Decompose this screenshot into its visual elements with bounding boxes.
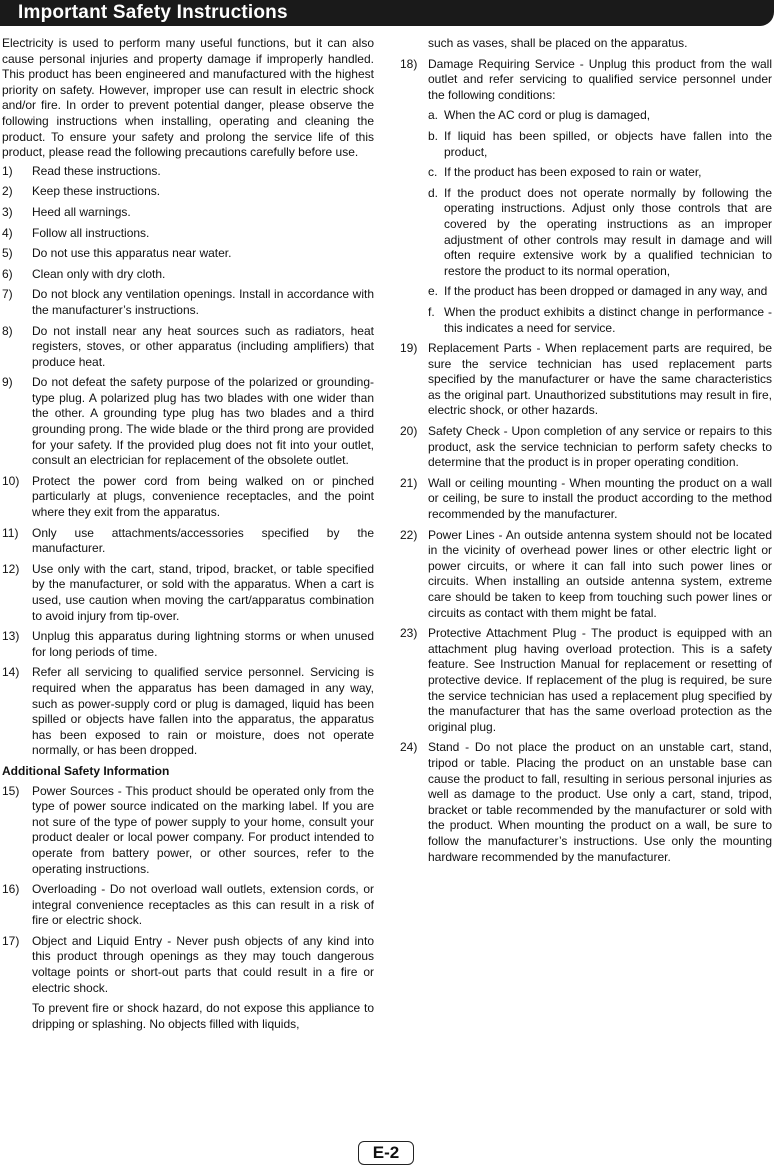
sub-item-letter: c.: [428, 165, 438, 180]
item-text: Object and Liquid Entry - Never push objects of any kind into this product through openings as they may touch dangerous voltage points or short-out parts that could result in a fire or electric shock.: [32, 933, 374, 995]
item-number: 3): [2, 204, 13, 219]
list-item: [2, 474, 374, 521]
item-text: Heed all warnings.: [32, 204, 131, 219]
list-item: [400, 476, 772, 523]
sub-item: [428, 165, 772, 181]
sub-item-letter: b.: [428, 128, 439, 143]
item-number: 23): [400, 626, 418, 641]
item-text: Do not defeat the safety purpose of the polarized or grounding-type plug. A polarized plug has two blades with one wider than the other. A grounding type plug has two blades and a third grounding prong. The wide blade or the third prong are provided for your safety. If the provided plug does not fit into your outlet, consult an electrician for replacement of the obsolete outlet.: [32, 375, 374, 468]
item-text: Follow all instructions.: [32, 225, 150, 240]
item-number: 24): [400, 740, 418, 755]
item-text: Replacement Parts - When replacement parts are required, be sure the service technician has used replacement parts specified by the manufacturer or have the same characteristics as the original part. Unauthorized substitutions may result in fire, electric shock, or other hazards.: [428, 341, 772, 418]
item-number: 14): [2, 665, 20, 680]
item-number: 11): [2, 525, 19, 540]
sub-item-letter: d.: [428, 185, 439, 200]
item-number: 20): [400, 424, 418, 439]
instruction-list-continued: [400, 341, 772, 865]
sub-item-letter: e.: [428, 284, 439, 299]
list-item: [2, 205, 374, 221]
list-item: [2, 226, 374, 242]
item-number: 17): [2, 933, 20, 948]
item-number: 15): [2, 783, 20, 798]
section-heading: Additional Safety Information: [2, 763, 170, 778]
item-number: 22): [400, 527, 418, 542]
continued-text: such as vases, shall be placed on the apparatus.: [428, 36, 688, 50]
item-text: Protect the power cord from being walked on or pinched particularly at plugs, convenience receptacles, and the point where they exit from the apparatus.: [32, 473, 374, 520]
item-number: 4): [2, 225, 13, 240]
item-text: Do not block any ventilation openings. Install in accordance with the manufacturer’s instructions.: [32, 287, 374, 317]
sub-item-text: When the AC cord or plug is damaged,: [444, 108, 651, 123]
item-number: 9): [2, 375, 13, 390]
item-17-continuation: To prevent fire or shock hazard, do not expose this appliance to dripping or splashing. No objects filled with liquids,: [32, 1001, 374, 1031]
item-text: Only use attachments/accessories specified by the manufacturer.: [32, 525, 374, 556]
list-item: [2, 882, 374, 929]
item-text: Refer all servicing to qualified service personnel. Servicing is required when the apparatus has been damaged in any way, such as power-supply cord or plug is damaged, liquid has been spilled or objects have fallen into the apparatus, the apparatus has been exposed to rain or moisture, does not operate normally, or has been dropped.: [32, 665, 374, 758]
item-text: Damage Requiring Service - Unplug this product from the wall outlet and refer servicing to qualified service personnel under the following conditions:: [428, 56, 772, 102]
item-number: 16): [2, 882, 20, 897]
list-item: [2, 287, 374, 318]
instruction-list: [2, 164, 374, 759]
list-item: [2, 267, 374, 283]
sub-item-text: If the product has been exposed to rain or water,: [444, 165, 702, 180]
right-column: [400, 36, 772, 870]
item-text: Clean only with dry cloth.: [32, 266, 166, 281]
item-text: Do not install near any heat sources such as radiators, heat registers, stoves, or other apparatus (including amplifiers) that produce heat.: [32, 323, 374, 369]
left-column: [2, 36, 374, 1032]
item-text: Keep these instructions.: [32, 184, 161, 199]
item-number: 1): [2, 163, 13, 178]
page-number: E-2: [358, 1141, 414, 1165]
list-item: [400, 626, 772, 735]
item-text: Read these instructions.: [32, 163, 161, 178]
sub-item: [428, 108, 772, 124]
item-text: Power Sources - This product should be operated only from the type of power source indicated on the marking label. If you are not sure of the type of power supply to your home, consult your product dealer or local power company. For product intended to operate from battery power, or other sources, refer to the operating instructions.: [32, 783, 374, 876]
list-item: [2, 934, 374, 996]
item-number: 5): [2, 246, 13, 261]
list-item: [2, 246, 374, 262]
list-item: [2, 629, 374, 660]
item-number: 7): [2, 287, 13, 302]
list-item: [2, 324, 374, 371]
sub-item-text: If the product does not operate normally by following the operating instructions. Adjust only those controls that are covered by the operating instructions as an improper adjustment of other controls may result in damage and will often require extensive work by a qualified technician to restore the product to its normal operation,: [444, 185, 772, 278]
sub-item: [428, 305, 772, 336]
item-number: 13): [2, 629, 20, 644]
sub-item: [428, 284, 772, 300]
sub-item-letter: a.: [428, 108, 439, 123]
list-item: [2, 665, 374, 759]
header-bar: [0, 0, 774, 26]
item-text: Safety Check - Upon completion of any service or repairs to this product, ask the service technician to perform safety checks to determine that the product is in proper operating condition.: [428, 424, 772, 470]
sub-item-text: When the product exhibits a distinct change in performance - this indicates a need for service.: [444, 304, 772, 335]
item-text: Overloading - Do not overload wall outlets, extension cords, or integral convenience receptacles as this can result in a risk of fire or electric shock.: [32, 882, 374, 928]
list-item: [400, 528, 772, 622]
item-text: Wall or ceiling mounting - When mounting the product on a wall or ceiling, be sure to install the product according to the method recommended by the manufacturer.: [428, 475, 772, 522]
list-item: [400, 341, 772, 419]
sub-item-text: If liquid has been spilled, or objects have fallen into the product,: [444, 128, 772, 159]
item-number: 21): [400, 475, 418, 490]
item-text: Power Lines - An outside antenna system should not be located in the vicinity of overhead power lines or other electric light or power circuits, or where it can fall into such power lines or circuits. When installing an outside antenna system, extreme care should be taken to keep from touching such power lines or circuits as contact with them might be fatal.: [428, 527, 772, 620]
item-text: Use only with the cart, stand, tripod, bracket, or table specified by the manufacturer, or sold with the apparatus. When a cart is used, use caution when moving the cart/apparatus combination to avoid injury from tip-over.: [32, 561, 374, 623]
item-number: 2): [2, 184, 13, 199]
item-text: Protective Attachment Plug - The product is equipped with an attachment plug having overload protection. This is a safety feature. See Instruction Manual for replacement or resetting of protective device. If replacement of the plug is required, be sure the service technician has used a replacement plug specified by the manufacturer that has the same overload protection as the original plug.: [428, 626, 772, 734]
list-item: [2, 375, 374, 469]
sub-item-text: If the product has been dropped or damaged in any way, and: [444, 284, 768, 299]
sub-item-letter: f.: [428, 304, 435, 319]
item-number: 19): [400, 341, 418, 356]
list-item: [400, 424, 772, 471]
item-text: Do not use this apparatus near water.: [32, 246, 232, 261]
item-number: 6): [2, 266, 13, 281]
list-item: [2, 784, 374, 878]
list-item: [2, 562, 374, 624]
item-number: 10): [2, 473, 20, 488]
item-text: Unplug this apparatus during lightning storms or when unused for long periods of time.: [32, 629, 374, 659]
sub-item: [428, 186, 772, 280]
list-item: [400, 57, 772, 104]
condition-sublist: [400, 108, 772, 336]
item-number: 12): [2, 561, 20, 576]
list-item: [2, 164, 374, 180]
sub-item: [428, 129, 772, 160]
page-title: Important Safety Instructions: [18, 2, 288, 23]
item-number: 8): [2, 323, 13, 338]
list-item: [2, 526, 374, 557]
list-item: [400, 740, 772, 865]
item-number: 18): [400, 56, 418, 71]
item-text: Stand - Do not place the product on an unstable cart, stand, tripod or table. Placing the product on an unstable base can cause the product to fall, resulting in serious personal injuries as well as damage to the product. Use only a cart, stand, tripod, bracket or table recommended by the manufacturer or sold with the product. When mounting the product on a wall, be sure to follow the manufacturer’s instructions. Use only the mounting hardware recommended by the manufacturer.: [428, 740, 772, 864]
intro-paragraph: Electricity is used to perform many useful functions, but it can also cause personal injuries and property damage if improperly handled. This product has been engineered and manufactured with the highest priority on safety. However, improper use can result in electric shock and/or fire. In order to prevent potential danger, please observe the following instructions when installing, operating and cleaning the product. To ensure your safety and prolong the service life of this product, please read the following precautions carefully before use.: [2, 36, 374, 160]
list-item: [2, 184, 374, 200]
additional-list: [2, 784, 374, 997]
